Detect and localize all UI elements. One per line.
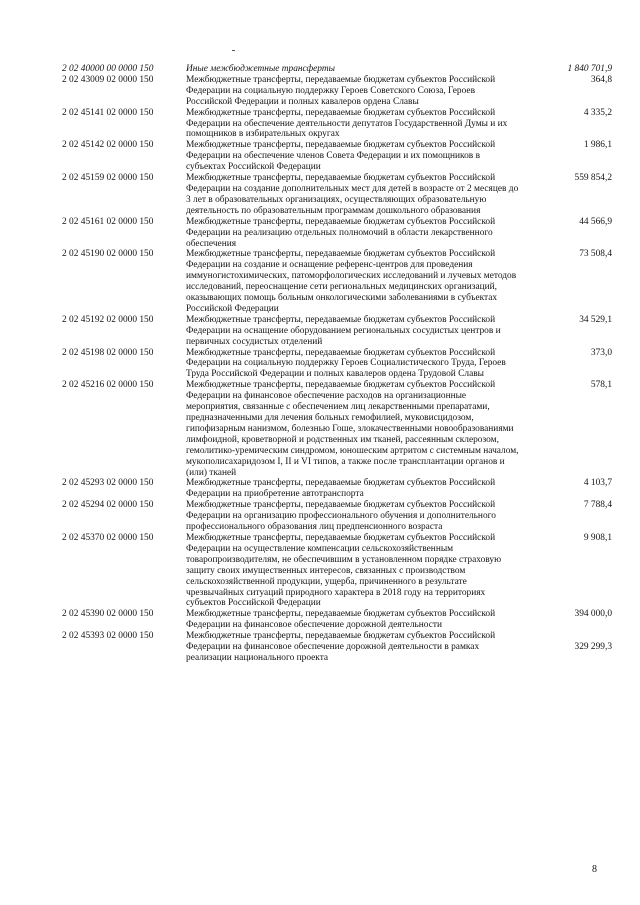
transfer-description: Межбюджетные трансферты, передаваемые бюджетам субъектов Российской Федерации на социальную поддержку Героев Советского Союза, Героев Российской Федерации и полных кавалеров ордена Славы bbox=[186, 74, 496, 107]
classification-code: 2 02 45190 02 0000 150 bbox=[62, 249, 154, 260]
classification-code: 2 02 43009 02 0000 150 bbox=[62, 74, 154, 85]
classification-code: 2 02 45294 02 0000 150 bbox=[62, 500, 154, 511]
table-row bbox=[62, 140, 612, 173]
amount-value: 1 986,1 bbox=[583, 140, 612, 151]
budget-table-body bbox=[62, 64, 612, 664]
amount-value: 394 000,0 bbox=[574, 609, 612, 620]
scan-mark bbox=[232, 50, 235, 51]
table-row bbox=[62, 108, 612, 141]
transfer-description: Межбюджетные трансферты, передаваемые бюджетам субъектов Российской Федерации на финансовое обеспечение расходов на организационные мероприятия, связанные с обеспечением лиц лекарственными препаратами, предназначенными для лечения больных гемофилией, муковисцидозом, гипофизарным нанизмом, болезнью Гоше, злокачественными новообразованиями лимфоидной, кроветворной и родственных им тканей, рассеянным склерозом, гемолитико-уремическим синдромом, юношеским артритом с системным началом, мукополисахаридозом I, II и VI типов, а также после трансплантации органов и (или) тканей bbox=[186, 380, 519, 478]
table-row bbox=[62, 315, 612, 348]
table-row bbox=[62, 75, 612, 108]
classification-code: 2 02 45192 02 0000 150 bbox=[62, 314, 154, 325]
classification-code: 2 02 45370 02 0000 150 bbox=[62, 532, 154, 543]
transfer-description: Межбюджетные трансферты, передаваемые бюджетам субъектов Российской Федерации на создание дополнительных мест для детей в возрасте от 2 месяцев до 3 лет в образовательных организациях, осуществляющих образовательную деятельность по образовательным программам дошкольного образования bbox=[186, 173, 519, 216]
classification-code: 2 02 45390 02 0000 150 bbox=[62, 609, 154, 620]
amount-value: 373,0 bbox=[590, 347, 612, 358]
transfer-description: Межбюджетные трансферты, передаваемые бюджетам субъектов Российской Федерации на приобретение автотранспорта bbox=[186, 478, 496, 500]
classification-code: 2 02 45159 02 0000 150 bbox=[62, 173, 154, 184]
amount-value: 9 908,1 bbox=[583, 532, 612, 543]
amount-value: 1 840 701,9 bbox=[567, 64, 612, 74]
amount-value: 34 529,1 bbox=[579, 314, 612, 325]
table-row bbox=[62, 348, 612, 381]
amount-value: 329 299,3 bbox=[574, 642, 612, 653]
amount-value: 4 103,7 bbox=[583, 478, 612, 489]
transfer-description: Межбюджетные трансферты, передаваемые бюджетам субъектов Российской Федерации на финансовое обеспечение дорожной деятельности в рамках реализации национального проекта bbox=[186, 631, 496, 663]
table-row bbox=[62, 500, 612, 533]
classification-code: 2 02 45161 02 0000 150 bbox=[62, 216, 154, 227]
amount-value: 578,1 bbox=[590, 380, 612, 391]
transfer-description: Межбюджетные трансферты, передаваемые бюджетам субъектов Российской Федерации на финансовое обеспечение дорожной деятельности bbox=[186, 609, 496, 631]
table-row bbox=[62, 609, 612, 631]
amount-value: 73 508,4 bbox=[579, 249, 612, 260]
amount-value: 559 854,2 bbox=[574, 173, 612, 184]
transfer-description: Межбюджетные трансферты, передаваемые бюджетам субъектов Российской Федерации на реализацию отдельных полномочий в области лекарственного обеспечения bbox=[186, 216, 496, 249]
amount-value: 44 566,9 bbox=[579, 216, 612, 227]
table-row bbox=[62, 173, 612, 217]
table-row bbox=[62, 217, 612, 250]
transfer-description: Межбюджетные трансферты, передаваемые бюджетам субъектов Российской Федерации на социальную поддержку Героев Социалистического Труда, Героев Труда Российской Федерации и полных кавалеров ордена Трудовой Славы bbox=[186, 347, 506, 380]
transfer-description: Межбюджетные трансферты, передаваемые бюджетам субъектов Российской Федерации на создание и оснащение референс-центров для проведения иммуногистохимических, патоморфологических исследований и лучевых методов исследований, переоснащение сети региональных медицинских организаций, оказывающих помощь больным онкологическими заболеваниями в субъектах Российской Федерации bbox=[186, 249, 517, 314]
transfer-description: Межбюджетные трансферты, передаваемые бюджетам субъектов Российской Федерации на осуществление компенсации сельскохозяйственным товаропроизводителям, не обеспечившим в установленном порядке страховую защиту своих имущественных интересов, связанных с производством сельскохозяйственной продукции, ущерба, причиненного в результате чрезвычайных ситуаций природного характера в 2018 году на территориях субъектов Российской Федерации bbox=[186, 532, 502, 609]
transfer-description: Межбюджетные трансферты, передаваемые бюджетам субъектов Российской Федерации на организацию профессионального обучения и дополнительного профессионального образования лиц предпенсионного возраста bbox=[186, 500, 496, 533]
classification-code: 2 02 45216 02 0000 150 bbox=[62, 380, 154, 391]
table-row bbox=[62, 533, 612, 609]
table-row bbox=[62, 631, 612, 664]
amount-value: 4 335,2 bbox=[583, 107, 612, 118]
table-row bbox=[62, 64, 612, 75]
classification-code: 2 02 45198 02 0000 150 bbox=[62, 347, 154, 358]
table-row bbox=[62, 249, 612, 314]
transfer-description: Иные межбюджетные трансферты bbox=[186, 64, 335, 74]
transfer-description: Межбюджетные трансферты, передаваемые бюджетам субъектов Российской Федерации на обеспечение членов Совета Федерации и их помощников в субъектах Российской Федерации bbox=[186, 140, 496, 173]
amount-value: 364,8 bbox=[590, 74, 612, 85]
budget-table bbox=[62, 64, 612, 664]
page-number: 8 bbox=[592, 864, 597, 875]
transfer-description: Межбюджетные трансферты, передаваемые бюджетам субъектов Российской Федерации на обеспечение деятельности депутатов Государственной Думы и их помощников в избирательных округах bbox=[186, 107, 508, 140]
transfer-description: Межбюджетные трансферты, передаваемые бюджетам субъектов Российской Федерации на оснащение оборудованием региональных сосудистых центров и первичных сосудистых отделений bbox=[186, 314, 501, 347]
classification-code: 2 02 40000 00 0000 150 bbox=[62, 64, 154, 74]
amount-value: 7 788,4 bbox=[583, 500, 612, 511]
classification-code: 2 02 45142 02 0000 150 bbox=[62, 140, 154, 151]
table-row bbox=[62, 478, 612, 500]
classification-code: 2 02 45393 02 0000 150 bbox=[62, 631, 154, 642]
classification-code: 2 02 45141 02 0000 150 bbox=[62, 107, 154, 118]
table-row bbox=[62, 380, 612, 478]
classification-code: 2 02 45293 02 0000 150 bbox=[62, 478, 154, 489]
